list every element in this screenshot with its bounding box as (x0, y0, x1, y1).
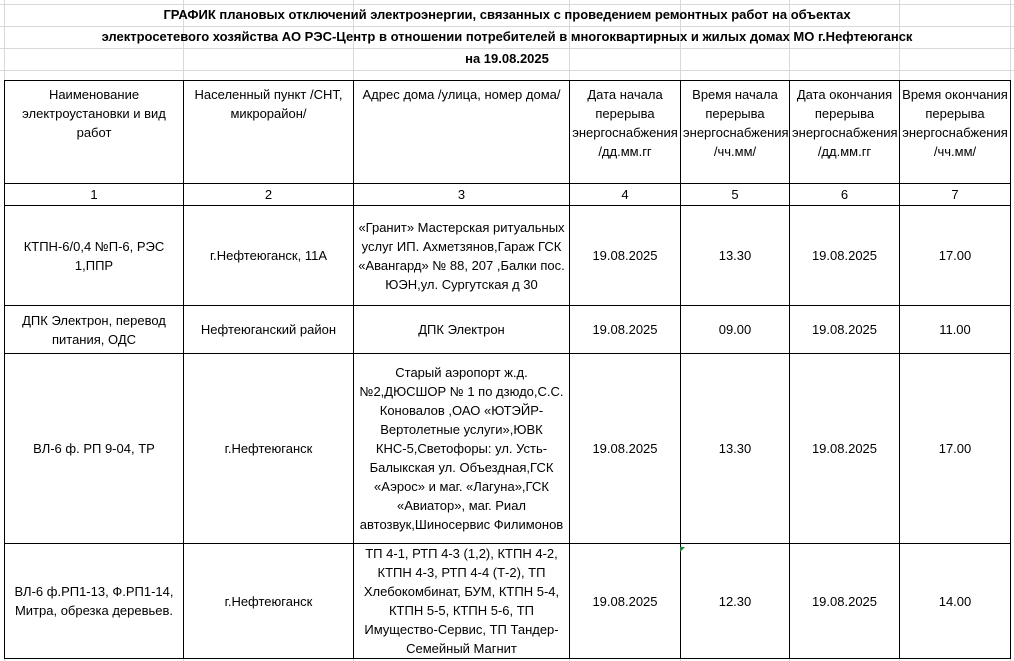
cell-object[interactable]: ВЛ-6 ф.РП1-13, Ф.РП1-14, Митра, обрезка деревьев. (5, 544, 184, 659)
cell-locality[interactable]: г.Нефтеюганск (184, 544, 354, 659)
cell-end-date[interactable]: 19.08.2025 (790, 306, 900, 354)
cell-end-time[interactable]: 14.00 (900, 544, 1011, 659)
cell-address[interactable]: ДПК Электрон (354, 306, 570, 354)
column-header-locality[interactable]: Населенный пункт /СНТ, микрорайон/ (184, 81, 354, 184)
column-number[interactable]: 2 (184, 184, 354, 206)
cell-start-date[interactable]: 19.08.2025 (570, 354, 681, 544)
column-header-object[interactable]: Наименование электроустановки и вид работ (5, 81, 184, 184)
cell-start-date[interactable]: 19.08.2025 (570, 206, 681, 306)
title-line-2: электросетевого хозяйства АО РЭС-Центр в отношении потребителей в многоквартирных и жилых домах МО г.Нефтеюганск (101, 29, 913, 44)
cell-end-time[interactable]: 17.00 (900, 354, 1011, 544)
column-number[interactable]: 5 (681, 184, 790, 206)
schedule-table (4, 80, 1011, 659)
column-header-start-time[interactable]: Время начала перерыва энергоснабжения /чч.мм/ (681, 81, 790, 184)
cell-end-date[interactable]: 19.08.2025 (790, 354, 900, 544)
cell-address[interactable]: ТП 4-1, РТП 4-3 (1,2), КТПН 4-2, КТПН 4-3, РТП 4-4 (Т-2), ТП Хлебокомбинат, БУМ, КТПН 5-4, КТПН 5-5, КТПН 5-6, ТП Имущество-Сервис, ТП Тандер-Семейный Магнит (354, 544, 570, 659)
cell-end-time[interactable]: 11.00 (900, 306, 1011, 354)
column-header-address[interactable]: Адрес дома /улица, номер дома/ (354, 81, 570, 184)
title-line-1: ГРАФИК плановых отключений электроэнергии, связанных с проведением ремонтных работ на объектах (163, 7, 851, 22)
column-number[interactable]: 1 (5, 184, 184, 206)
title-line-3: на 19.08.2025 (465, 51, 549, 66)
column-number[interactable]: 4 (570, 184, 681, 206)
table-row (5, 306, 1011, 354)
column-number-row (5, 184, 1011, 206)
cell-address[interactable]: «Гранит» Мастерская ритуальных услуг ИП. Ахметзянов,Гараж ГСК «Авангард» № 88, 207 ,Балки пос. ЮЭН,ул. Сургутская д 30 (354, 206, 570, 306)
cell-locality[interactable]: Нефтеюганский район (184, 306, 354, 354)
cell-start-time[interactable]: 12.30 (681, 544, 790, 659)
cell-object[interactable]: ВЛ-6 ф. РП 9-04, ТР (5, 354, 184, 544)
cell-end-date[interactable]: 19.08.2025 (790, 206, 900, 306)
cell-start-date[interactable]: 19.08.2025 (570, 306, 681, 354)
column-header-end-time[interactable]: Время окончания перерыва энергоснабжения /чч.мм/ (900, 81, 1011, 184)
cell-start-time[interactable]: 09.00 (681, 306, 790, 354)
column-number[interactable]: 7 (900, 184, 1011, 206)
cell-start-time[interactable]: 13.30 (681, 354, 790, 544)
cell-address[interactable]: Старый аэропорт ж.д.№2,ДЮСШОР № 1 по дзюдо,С.С. Коновалов ,ОАО «ЮТЭЙР-Вертолетные услуги»,ЮВК КНС-5,Светофоры: ул. Усть-Балыкская ул. Объездная,ГСК «Аэрос» и маг. «Лагуна»,ГСК «Авиатор», маг. Риал автозвук,Шиносервис Филимонов (354, 354, 570, 544)
column-number[interactable]: 6 (790, 184, 900, 206)
gridline (0, 70, 1014, 71)
cell-comment-indicator-icon (680, 547, 685, 552)
column-header-end-date[interactable]: Дата окончания перерыва энергоснабжения /дд.мм.гг (790, 81, 900, 184)
column-number[interactable]: 3 (354, 184, 570, 206)
cell-object[interactable]: КТПН-6/0,4 №П-6, РЭС 1,ППР (5, 206, 184, 306)
cell-locality[interactable]: г.Нефтеюганск (184, 354, 354, 544)
cell-locality[interactable]: г.Нефтеюганск, 11А (184, 206, 354, 306)
cell-end-time[interactable]: 17.00 (900, 206, 1011, 306)
table-row (5, 354, 1011, 544)
table-row (5, 206, 1011, 306)
header-row (5, 81, 1011, 184)
column-header-start-date[interactable]: Дата начала перерыва энергоснабжения /дд.мм.гг (570, 81, 681, 184)
cell-start-date[interactable]: 19.08.2025 (570, 544, 681, 659)
cell-object[interactable]: ДПК Электрон, перевод питания, ОДС (5, 306, 184, 354)
table-row (5, 544, 1011, 659)
cell-end-date[interactable]: 19.08.2025 (790, 544, 900, 659)
cell-start-time[interactable]: 13.30 (681, 206, 790, 306)
